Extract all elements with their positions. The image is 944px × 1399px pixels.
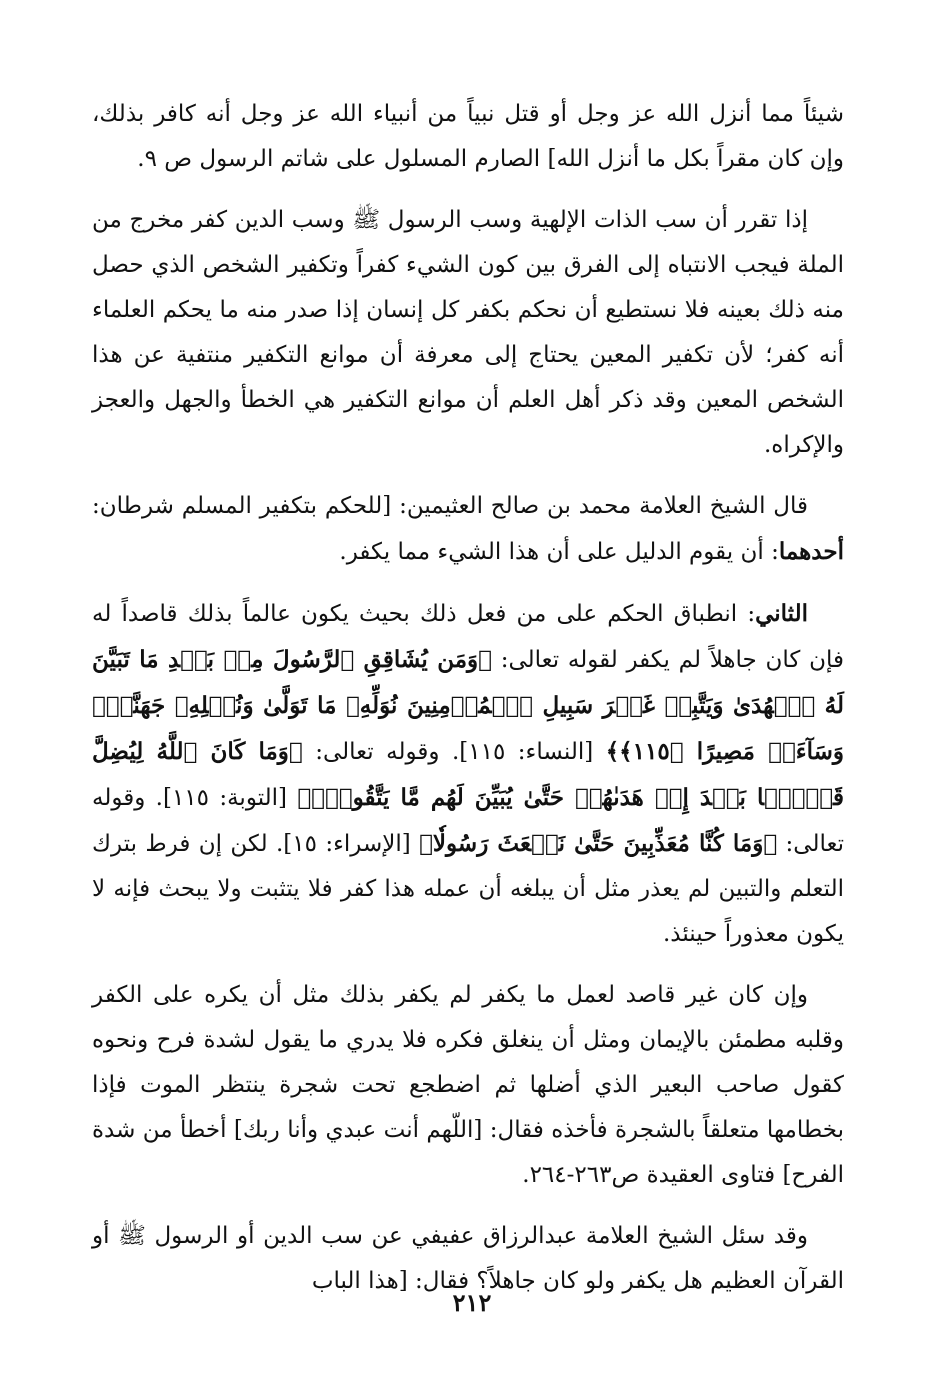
verse-reference-3: [الإسراء: ١٥]. لكن إن فرط بترك التعلم والتبين لم يعذر مثل أن يبلغه أن عمله هذا كفر فلا يتثبت ولا يبحث فإنه لا يكون معذوراً حينئذ.: [92, 831, 844, 947]
paragraph-3: [92, 484, 844, 575]
quran-verse-2: ﴿وَمَا كَانَ ٱللَّهُ لِيُضِلَّ قَوۡمَۢا بَعۡدَ إِذۡ هَدَىٰهُمۡ حَتَّىٰ يُبَيِّنَ لَهُم مَّا يَتَّقُونَۚ﴾: [92, 738, 844, 811]
paragraph-6-text: وقد سئل الشيخ العلامة عبدالرزاق عفيفي عن سب الدين أو الرسول ﷺ أو القرآن العظيم هل يكفر ولو كان جاهلاً؟ فقال: [هذا الباب: [92, 1223, 844, 1294]
verse-reference-1: [النساء: ١١٥]. وقوله تعالى:: [302, 739, 606, 765]
quran-verse-3: ﴿وَمَا كُنَّا مُعَذِّبِينَ حَتَّىٰ نَبۡعَثَ رَسُولٗا﴾: [419, 830, 778, 857]
paragraph-3-text-b: : أن يقوم الدليل على أن هذا الشيء مما يكفر.: [339, 539, 779, 565]
paragraph-2: [92, 198, 844, 468]
paragraph-2-text: إذا تقرر أن سب الذات الإلهية وسب الرسول ﷺ وسب الدين كفر مخرج من الملة فيجب الانتباه إلى الفرق بين كون الشيء كفراً وتكفير الشخص الذي حصل منه ذلك بعينه فلا نستطيع أن نحكم بكفر كل إنسان إذا صدر منه ما يحكم العلماء أنه كفر؛ لأن تكفير المعين يحتاج إلى معرفة أن موانع التكفير منتفية عن هذا الشخص المعين وقد ذكر أهل العلم أن موانع التكفير هي الخطأ والجهل والعجز والإكراه.: [92, 207, 844, 458]
paragraph-5-text: وإن كان غير قاصد لعمل ما يكفر لم يكفر بذلك مثل أن يكره على الكفر وقلبه مطمئن بالإيمان ومثل أن ينغلق فكره فلا يدري ما يقول لشدة فرح ونحوه كقول صاحب البعير الذي أضلها ثم اضطجع تحت شجرة ينتظر الموت فإذا بخطامها متعلقاً بالشجرة فأخذه فقال: [اللّهم أنت عبدي وأنا ربك] أخطأ من شدة الفرح] فتاوى العقيدة ص٢٦٣-٢٦٤.: [92, 982, 844, 1188]
paragraph-4: [92, 591, 844, 957]
paragraph-5: [92, 973, 844, 1198]
paragraph-4-bold-term: الثاني: [755, 600, 808, 627]
verse-reference-2: [التوبة: ١١٥]. وقوله تعالى:: [92, 785, 844, 857]
page-body: [92, 92, 844, 1320]
quran-verse-1: ﴿وَمَن يُشَاقِقِ ٱلرَّسُولَ مِنۢ بَعۡدِ مَا تَبَيَّنَ لَهُ ٱلۡهُدَىٰ وَيَتَّبِعۡ غَيۡرَ سَبِيلِ ٱلۡمُؤۡمِنِينَ نُوَلِّهِۦ مَا تَوَلَّىٰ وَنُصۡلِهِۦ جَهَنَّمَۖ وَسَآءَتۡ مَصِيرًا ﴿١١٥﴾﴾: [92, 646, 844, 765]
paragraph-4-text-a: : انطباق الحكم على من فعل ذلك بحيث يكون عالماً بذلك قاصداً له فإن كان جاهلاً لم يكفر لقوله تعالى:: [92, 601, 844, 673]
paragraph-3-bold-term: أحدهما: [778, 538, 844, 565]
paragraph-1: [92, 92, 844, 182]
paragraph-1-text: شيئاً مما أنزل الله عز وجل أو قتل نبياً من أنبياء الله عز وجل أنه كافر بذلك، وإن كان مقراً بكل ما أنزل الله] الصارم المسلول على شاتم الرسول ص ٩.: [92, 101, 844, 172]
page-number: ٢١٢: [452, 1288, 492, 1317]
paragraph-3-text-a: قال الشيخ العلامة محمد بن صالح العثيمين: [للحكم بتكفير المسلم شرطان:: [92, 493, 808, 519]
